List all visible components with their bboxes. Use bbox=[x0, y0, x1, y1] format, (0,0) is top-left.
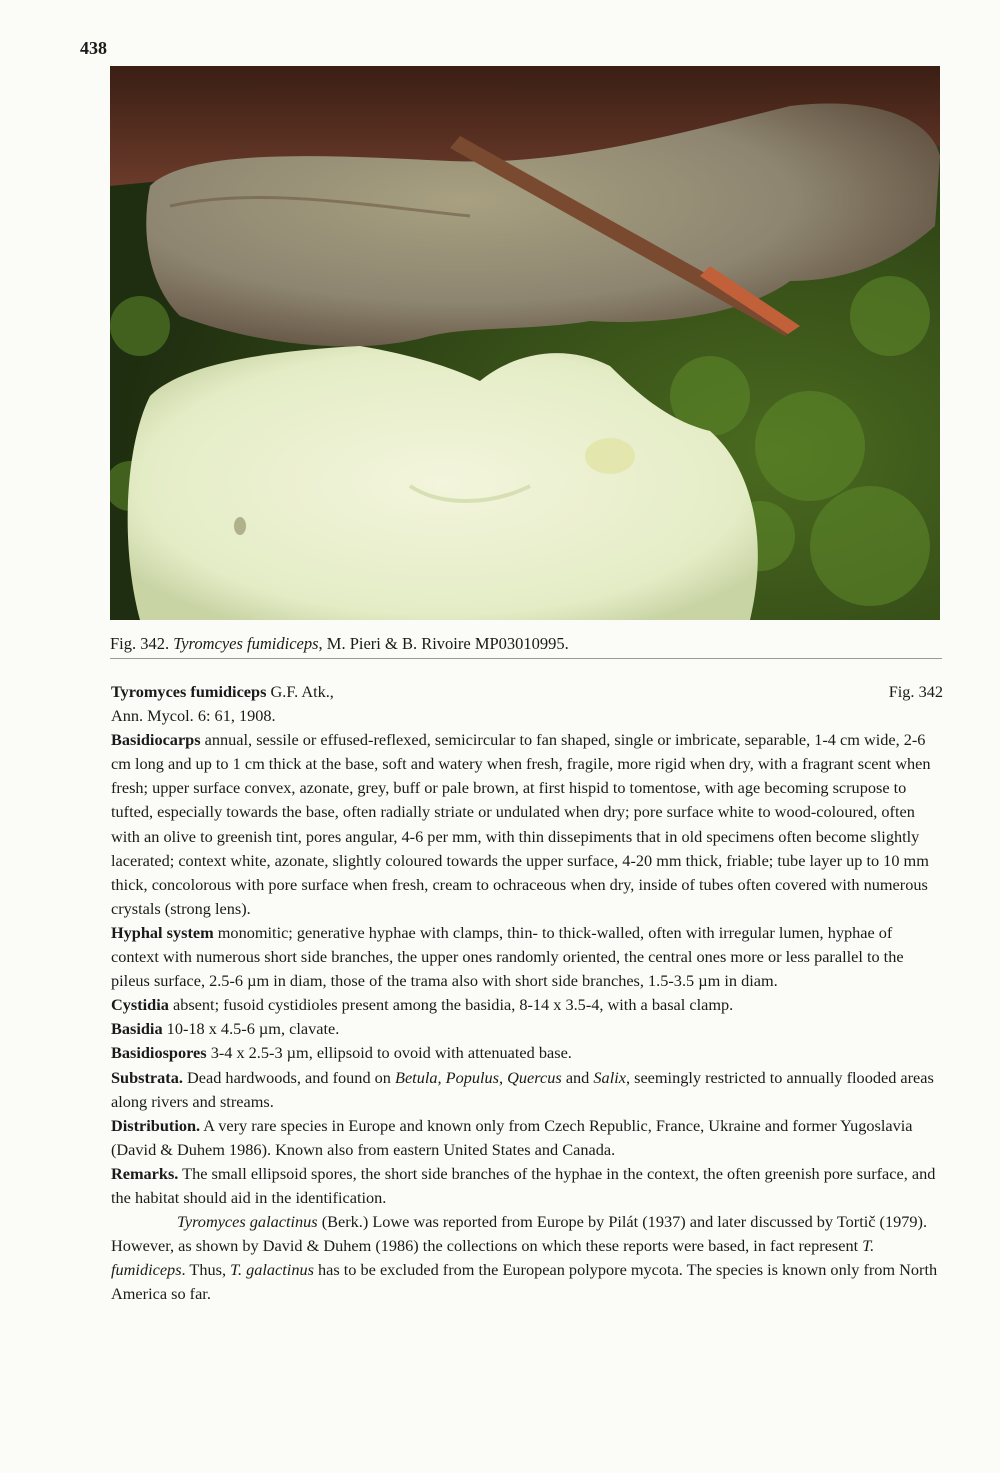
species-description bbox=[111, 680, 943, 1306]
basidiocarps-text: annual, sessile or effused-reflexed, semicircular to fan shaped, single or imbricate, separable, 1-4 cm wide, 2-6 cm long and up to 1 cm thick at the base, soft and watery when fresh, fragile, more rigid when dry, with a fragrant scent when fresh; upper surface convex, azonate, grey, buff or pale brown, at first hispid to tomentose, with age becoming scrupose to tufted, especially towards the base, often radially striate or undulated when dry; pore surface white to wood-coloured, often with an olive to greenish tint, pores angular, 4-6 per mm, with thin dissepiments that in old specimens often become slightly lacerated; context white, azonate, slightly coloured towards the upper surface, 4-20 mm thick, friable; tube layer up to 10 mm thick, concolorous with pore surface when fresh, cream to ochraceous when dry, inside of tubes often covered with numerous crystals (strong lens). bbox=[111, 730, 931, 918]
substrata-genera: Betula, Populus, Quercus bbox=[395, 1067, 562, 1087]
cystidia-label: Cystidia bbox=[111, 995, 169, 1015]
hyphal-system-text: monomitic; generative hyphae with clamps, thin- to thick-walled, often with irregular lumen, hyphae of context with numerous short side branches, the upper ones randomly oriented, the central ones more or less parallel to the pileus surface, 2.5-6 µm in diam, those of the trama also with short side branches, 1.5-3.5 µm in diam. bbox=[111, 922, 904, 991]
basidiospores-text: 3-4 x 2.5-3 µm, ellipsoid to ovoid with attenuated base. bbox=[210, 1043, 572, 1063]
remarks-species-3: T. galactinus bbox=[230, 1260, 314, 1280]
remarks-text-a: (Berk.) Lowe was reported from Europe by Pilát (1937) and later discussed by Tortič (1979). However, as shown by David & Duhem (1986) the collections on which these reports were based, in fact represent bbox=[111, 1212, 928, 1256]
substrata-genus-last: Salix bbox=[593, 1067, 626, 1087]
figure-caption bbox=[110, 633, 942, 659]
hyphal-system-section bbox=[111, 921, 943, 993]
remarks-label: Remarks. bbox=[111, 1163, 179, 1183]
page-number: 438 bbox=[80, 38, 107, 58]
remarks-paragraph-2 bbox=[111, 1210, 943, 1306]
substrata-and: and bbox=[565, 1067, 590, 1087]
caption-rest: , M. Pieri & B. Rivoire MP03010995. bbox=[318, 634, 569, 653]
basidiocarps-section bbox=[111, 728, 943, 921]
cystidia-section bbox=[111, 993, 943, 1017]
remarks-species-1: Tyromyces galactinus bbox=[177, 1212, 318, 1232]
remarks-section bbox=[111, 1162, 943, 1210]
substrata-section bbox=[111, 1066, 943, 1114]
species-name: Tyromyces fumidiceps bbox=[111, 682, 267, 701]
distribution-text: A very rare species in Europe and known only from Czech Republic, France, Ukraine and former Yugoslavia (David & Duhem 1986). Known also from eastern United States and Canada. bbox=[111, 1115, 913, 1159]
caption-species: Tyromcyes fumidiceps bbox=[173, 634, 319, 653]
basidiospores-label: Basidiospores bbox=[111, 1043, 207, 1063]
cystidia-text: absent; fusoid cystidioles present among the basidia, 8-14 x 3.5-4, with a basal clamp. bbox=[172, 995, 734, 1015]
figure-reference: Fig. 342 bbox=[888, 682, 943, 701]
distribution-section bbox=[111, 1114, 943, 1162]
fungus-photo-illustration bbox=[110, 66, 940, 620]
substrata-label: Substrata. bbox=[111, 1067, 183, 1087]
species-citation: Ann. Mycol. 6: 61, 1908. bbox=[111, 706, 276, 726]
basidia-label: Basidia bbox=[111, 1019, 163, 1039]
basidiospores-section bbox=[111, 1041, 943, 1065]
caption-prefix: Fig. 342. bbox=[110, 634, 170, 653]
basidia-text: 10-18 x 4.5-6 µm, clavate. bbox=[166, 1019, 340, 1039]
basidiocarps-label: Basidiocarps bbox=[111, 730, 201, 750]
distribution-label: Distribution. bbox=[111, 1115, 201, 1135]
remarks-text-c: has to be excluded from the European polypore mycota. The species is known only from North America so far. bbox=[111, 1260, 938, 1304]
substrata-text-a: Dead hardwoods, and found on bbox=[187, 1067, 391, 1087]
substrata-text-b: , seemingly restricted to annually flooded areas along rivers and streams. bbox=[111, 1067, 934, 1111]
species-heading bbox=[111, 680, 943, 704]
hyphal-system-label: Hyphal system bbox=[111, 922, 214, 942]
fungus-photo bbox=[110, 66, 940, 620]
species-author: G.F. Atk., bbox=[270, 682, 334, 701]
remarks-text-b: . Thus, bbox=[181, 1260, 227, 1280]
remarks-species-2: T. fumidiceps bbox=[111, 1236, 875, 1280]
remarks-text: The small ellipsoid spores, the short side branches of the hyphae in the context, the often greenish pore surface, and the habitat should aid in the identification. bbox=[111, 1163, 936, 1207]
basidia-section bbox=[111, 1017, 943, 1041]
